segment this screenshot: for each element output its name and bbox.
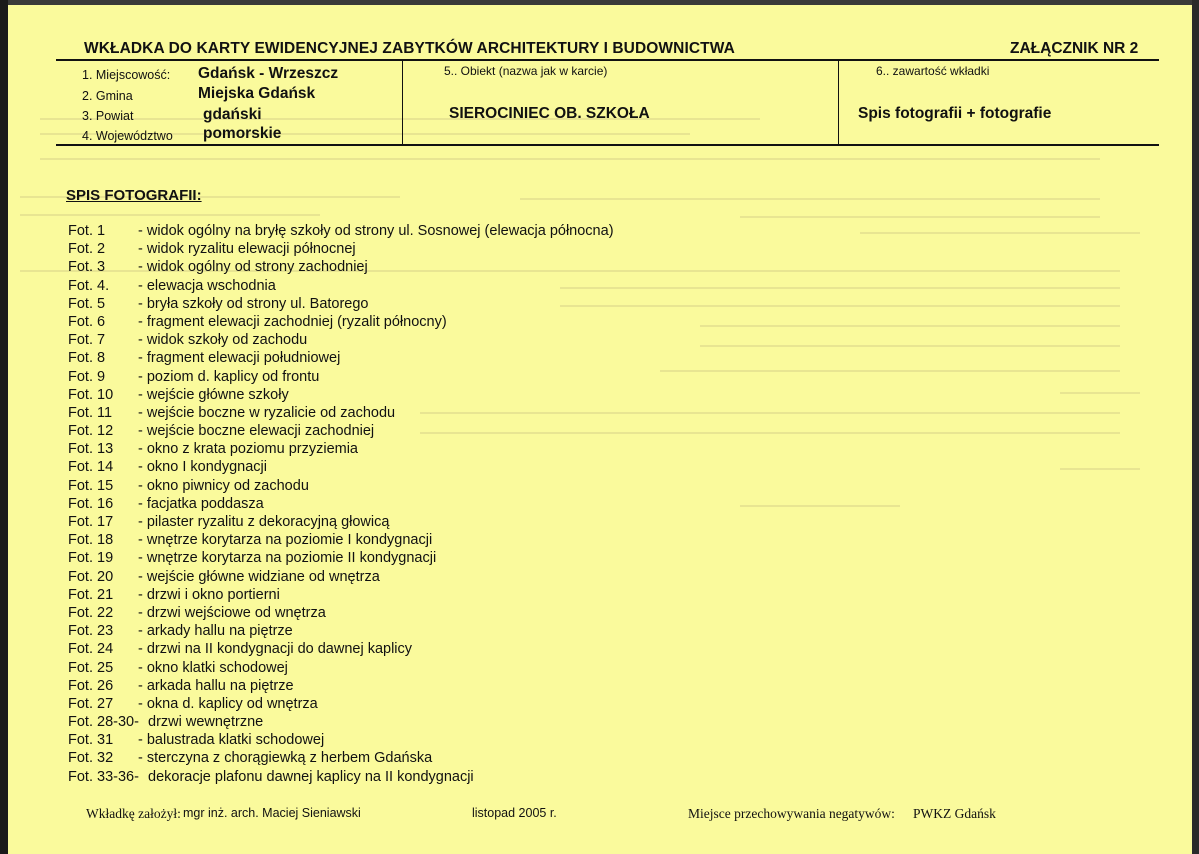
- photo-number: Fot. 28-30-: [68, 714, 139, 731]
- negatives-storage-value: PWKZ Gdańsk: [913, 806, 996, 821]
- photo-description: - okno I kondygnacji: [138, 459, 267, 476]
- photo-number: Fot. 21: [68, 586, 114, 603]
- photo-number: Fot. 31: [68, 732, 114, 749]
- photo-number: Fot. 24: [68, 641, 114, 658]
- photo-number: Fot. 6: [68, 313, 106, 330]
- photo-description: - elewacja wschodnia: [138, 277, 276, 294]
- photo-number: Fot. 10: [68, 386, 114, 403]
- photo-description: - widok ogólny od strony zachodniej: [138, 259, 368, 276]
- voivodeship-label: 4. Województwo: [82, 129, 173, 143]
- photo-number: Fot. 27: [68, 695, 114, 712]
- box-divider-1: [402, 61, 403, 145]
- photo-description: - widok szkoły od zachodu: [138, 332, 308, 349]
- photo-number: Fot. 11: [68, 404, 113, 421]
- insert-content-label: 6.. zawartość wkładki: [876, 64, 990, 78]
- document-title: WKŁADKA DO KARTY EWIDENCYJNEJ ZABYTKÓW ARCHITEKTURY I BUDOWNICTWA: [84, 40, 735, 57]
- locality-label: 1. Miejscowość:: [82, 68, 171, 82]
- photo-description: - arkady hallu na piętrze: [138, 623, 293, 640]
- photo-number: Fot. 25: [68, 659, 114, 676]
- photo-description: - wnętrze korytarza na poziomie II kondygnacji: [138, 550, 437, 567]
- box-divider-2: [838, 61, 839, 145]
- photo-number: Fot. 12: [68, 423, 114, 440]
- photo-description: drzwi wewnętrzne: [148, 714, 264, 731]
- photo-description: - bryła szkoły od strony ul. Batorego: [138, 295, 369, 312]
- photo-description: - wnętrze korytarza na poziomie I kondygnacji: [138, 532, 433, 549]
- photo-description: - poziom d. kaplicy od frontu: [138, 368, 320, 385]
- annex-number: ZAŁĄCZNIK NR 2: [1010, 40, 1139, 57]
- photo-number: Fot. 20: [68, 568, 114, 585]
- photo-description: - wejście główne widziane od wnętrza: [138, 568, 380, 585]
- insert-content-value: Spis fotografii + fotografie: [858, 105, 1052, 122]
- photo-description: - widok ogólny na bryłę szkoły od strony ul. Sosnowej (elewacja północna): [138, 223, 614, 239]
- photo-description: - facjatka poddasza: [138, 495, 264, 512]
- photo-description: dekoracje plafonu dawnej kaplicy na II kondygnacji: [148, 768, 474, 785]
- photo-description: - fragment elewacji zachodniej (ryzalit północny): [138, 313, 447, 330]
- photo-description: - okno klatki schodowej: [138, 659, 288, 676]
- photo-number: Fot. 9: [68, 368, 106, 385]
- scan-edge-left: [0, 0, 8, 854]
- photo-number: Fot. 16: [68, 495, 114, 512]
- photo-number: Fot. 17: [68, 514, 114, 530]
- photo-number: Fot. 3: [68, 259, 106, 276]
- header-top-rule: [56, 59, 1159, 61]
- photo-description: - widok ryzalitu elewacji północnej: [138, 241, 356, 258]
- photo-number: Fot. 2: [68, 241, 106, 258]
- photo-number: Fot. 5: [68, 295, 106, 312]
- photo-number: Fot. 33-36-: [68, 768, 139, 785]
- photo-description: - sterczyna z chorągiewką z herbem Gdańska: [138, 750, 433, 767]
- header-bottom-rule: [56, 144, 1159, 146]
- creation-date: listopad 2005 r.: [472, 806, 557, 820]
- commune-value: Miejska Gdańsk: [198, 85, 316, 102]
- photo-number: Fot. 15: [68, 477, 114, 494]
- photo-description: - okno piwnicy od zachodu: [138, 477, 309, 494]
- photo-list-title: SPIS FOTOGRAFII:: [66, 187, 202, 204]
- photo-number: Fot. 14: [68, 459, 114, 476]
- negatives-storage-label: Miejsce przechowywania negatywów:: [688, 806, 895, 821]
- district-label: 3. Powiat: [82, 109, 134, 123]
- photo-number: Fot. 23: [68, 623, 114, 640]
- photo-number: Fot. 32: [68, 750, 114, 767]
- photo-number: Fot. 8: [68, 350, 106, 367]
- photo-description: - drzwi i okno portierni: [138, 586, 280, 603]
- photo-description: - okna d. kaplicy od wnętrza: [138, 695, 318, 712]
- object-value: SIEROCINIEC OB. SZKOŁA: [449, 105, 650, 122]
- photo-number: Fot. 13: [68, 441, 114, 458]
- photo-number: Fot. 26: [68, 677, 114, 694]
- photo-description: - drzwi na II kondygnacji do dawnej kaplicy: [138, 641, 413, 658]
- scan-edge-top: [0, 0, 1199, 5]
- photo-number: Fot. 19: [68, 550, 114, 567]
- photo-description: - pilaster ryzalitu z dekoracyjną głowicą: [138, 514, 390, 530]
- photo-description: - balustrada klatki schodowej: [138, 732, 325, 749]
- scan-edge-right: [1192, 0, 1199, 854]
- photo-description: - arkada hallu na piętrze: [138, 677, 294, 694]
- photo-number: Fot. 4.: [68, 277, 110, 294]
- voivodeship-value: pomorskie: [203, 125, 282, 142]
- created-by-label: Wkładkę założył:: [86, 806, 181, 821]
- locality-value: Gdańsk - Wrzeszcz: [198, 65, 339, 82]
- district-value: gdański: [203, 106, 262, 123]
- photo-number: Fot. 7: [68, 332, 106, 349]
- photo-number: Fot. 1: [68, 223, 106, 239]
- created-by-value: mgr inż. arch. Maciej Sieniawski: [183, 806, 361, 820]
- photo-number: Fot. 22: [68, 604, 114, 621]
- photo-description: - fragment elewacji południowej: [138, 350, 341, 367]
- commune-label: 2. Gmina: [82, 89, 133, 103]
- photo-number: Fot. 18: [68, 532, 114, 549]
- object-label: 5.. Obiekt (nazwa jak w karcie): [444, 64, 608, 78]
- photo-description: - drzwi wejściowe od wnętrza: [138, 604, 326, 621]
- photo-description: - okno z krata poziomu przyziemia: [138, 441, 358, 458]
- photo-description: - wejście boczne elewacji zachodniej: [138, 423, 375, 440]
- photo-description: - wejście główne szkoły: [138, 386, 289, 403]
- photo-description: - wejście boczne w ryzalicie od zachodu: [138, 404, 396, 421]
